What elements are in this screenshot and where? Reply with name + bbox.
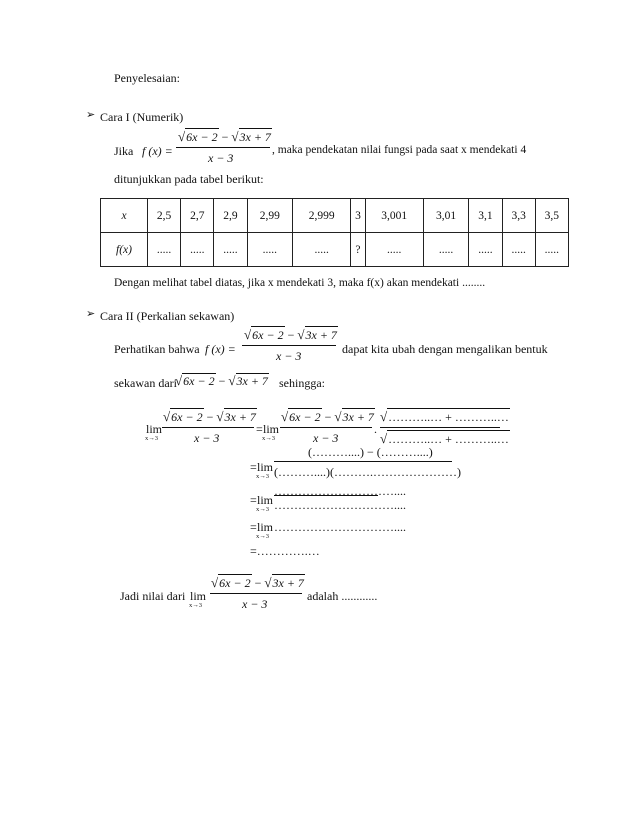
heading: Penyelesaian: — [114, 71, 180, 85]
method2-intro-suffix: dapat kita ubah dengan mengalikan bentuk — [342, 342, 548, 356]
function-fraction — [176, 128, 270, 172]
table-cell: ..... — [502, 233, 535, 267]
table-cell: ..... — [148, 233, 181, 267]
table-cell: ..... — [423, 233, 469, 267]
method2-line2-prefix: sekawan dari — [114, 376, 177, 390]
method1-conclusion: Dengan melihat tabel diatas, jika x mendekati 3, maka f(x) akan mendekati ........ — [114, 277, 486, 289]
method2-title: Cara II (Perkalian sekawan) — [100, 309, 235, 323]
lim-subscript: x→3 — [256, 473, 269, 480]
lim-word: lim — [190, 589, 207, 603]
step3-fraction — [274, 484, 406, 518]
radicand-1: 6x − 2 — [186, 130, 218, 144]
value-table — [100, 198, 569, 267]
final-result: =………….… — [250, 544, 320, 558]
table-cell: ..... — [469, 233, 502, 267]
method1-intro-line2: ditunjukkan pada tabel berikut: — [114, 172, 264, 186]
table-cell: 3,1 — [469, 199, 502, 233]
table-cell: 3,01 — [423, 199, 469, 233]
table-cell: ..... — [214, 233, 247, 267]
table-cell: ? — [351, 233, 366, 267]
step4-expression: ………………………….... — [274, 520, 406, 534]
equals-sign: = — [250, 460, 257, 474]
f-lhs: f (x) = — [205, 342, 236, 356]
equals-sign: = — [256, 422, 263, 436]
table-cell: ..... — [247, 233, 293, 267]
step2-numerator: (………....) − (………....) — [308, 445, 433, 459]
lim-subscript: x→3 — [256, 533, 269, 540]
step2-denominator: (………....)(……….…………………) — [274, 465, 461, 479]
f-lhs: f (x) = — [142, 144, 173, 158]
step3-denominator: ………………………….... — [274, 498, 406, 512]
table-cell: 2,7 — [181, 199, 214, 233]
table-cell: ..... — [181, 233, 214, 267]
table-cell: 3 — [351, 199, 366, 233]
table-cell: 2,9 — [214, 199, 247, 233]
table-row-fx — [101, 233, 569, 267]
lim-word: lim — [146, 422, 163, 436]
closing-prefix: Jadi nilai dari — [120, 589, 186, 603]
lim-word: lim — [257, 520, 274, 534]
conjugate-numerator: √………..… + ………..… — [380, 409, 509, 424]
table-row-x — [101, 199, 569, 233]
multiply-dot: . — [374, 422, 377, 436]
closing-suffix: adalah ............ — [307, 589, 378, 603]
minus-sign: − — [221, 130, 229, 144]
table-cell: 2,99 — [247, 199, 293, 233]
table-header-fx: f(x) — [101, 233, 148, 267]
radicand-2: 3x + 7 — [239, 130, 271, 144]
lim-subscript: x→3 — [262, 435, 275, 442]
method2-intro-prefix: Perhatikan bahwa — [114, 342, 200, 356]
step2-fraction — [274, 445, 461, 489]
fraction-denominator: x − 3 — [208, 151, 234, 165]
fraction-bar — [176, 147, 270, 148]
lim-subscript: x→3 — [189, 602, 202, 609]
method1-intro-prefix: Jika — [114, 144, 134, 158]
limit-fraction: √6x − 2 − √3x + 7 x − 3 — [163, 409, 256, 445]
lim-subscript: x→3 — [256, 506, 269, 513]
lim-word: lim — [257, 460, 274, 474]
lim-word: lim — [263, 422, 280, 436]
table-cell: ..... — [365, 233, 423, 267]
table-cell: ..... — [293, 233, 351, 267]
table-cell: ..... — [535, 233, 568, 267]
conjugate-expression: √6x − 2 − √3x + 7 — [175, 373, 268, 388]
table-cell: 3,001 — [365, 199, 423, 233]
table-cell: 2,999 — [293, 199, 351, 233]
table-cell: 2,5 — [148, 199, 181, 233]
fraction-denominator: x − 3 — [276, 349, 302, 363]
table-cell: 3,3 — [502, 199, 535, 233]
method2-line2-suffix: sehingga: — [279, 376, 325, 390]
limit-fraction: √6x − 2 − √3x + 7 x − 3 — [281, 409, 374, 445]
function-fraction — [242, 326, 336, 370]
bullet-arrow-icon: ➢ — [86, 308, 96, 320]
closing-fraction: √6x − 2 − √3x + 7 x − 3 — [211, 575, 304, 611]
table-cell: 3,5 — [535, 199, 568, 233]
fraction-numerator: √6x − 2 − √3x + 7 — [178, 129, 271, 144]
step3-numerator: ………………………….... — [274, 484, 406, 498]
fraction-bar — [242, 345, 336, 346]
method1-intro-suffix: , maka pendekatan nilai fungsi pada saat x mendekati 4 — [272, 144, 527, 156]
conjugate-denominator: √………..… + ………..… — [380, 431, 509, 446]
table-header-x: x — [101, 199, 148, 233]
equals-sign: = — [250, 520, 257, 534]
lim-word: lim — [257, 493, 274, 507]
fraction-numerator: √6x − 2 − √3x + 7 — [244, 327, 337, 342]
bullet-arrow-icon: ➢ — [86, 109, 96, 121]
lim-subscript: x→3 — [145, 435, 158, 442]
equals-sign: = — [250, 493, 257, 507]
method1-title: Cara I (Numerik) — [100, 110, 184, 124]
